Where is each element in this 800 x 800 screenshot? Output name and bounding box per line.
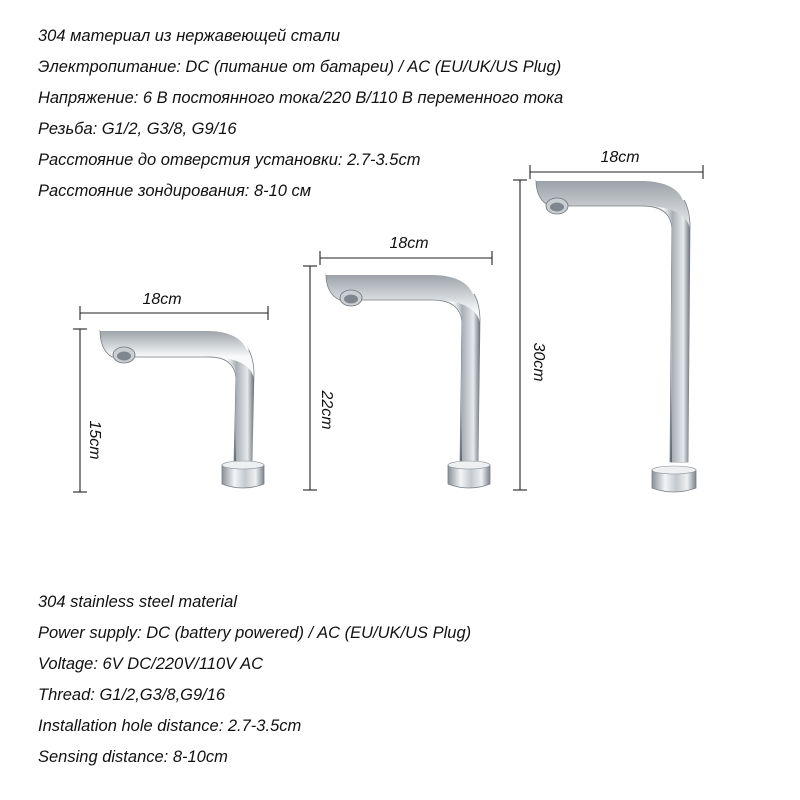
spec-thread-en: Thread: G1/2,G3/8,G9/16 [38, 686, 226, 704]
width-label-2: 18cm [389, 235, 429, 252]
width-dimension-3 [530, 149, 703, 179]
height-dimension-2 [303, 266, 335, 490]
height-label-3: 30cm [530, 342, 547, 382]
spec-material-ru: 304 материал из нержавеющей стали [38, 27, 341, 45]
faucet-short [73, 291, 268, 492]
faucet-tall [513, 149, 703, 492]
faucet-body-1 [100, 330, 264, 488]
height-label-1: 15cm [86, 420, 103, 460]
width-dimension-2 [320, 235, 492, 265]
width-label-1: 18cm [142, 291, 182, 308]
height-dimension-1 [73, 329, 103, 492]
spec-voltage-ru: Напряжение: 6 В постоянного тока/220 В/110 В переменного тока [38, 89, 564, 107]
spec-voltage-en: Voltage: 6V DC/220V/110V AC [38, 655, 264, 673]
spec-material-en: 304 stainless steel material [38, 593, 238, 611]
spec-thread-ru: Резьба: G1/2, G3/8, G9/16 [38, 120, 237, 138]
faucet-body-2 [326, 274, 490, 488]
spec-sensing-distance-ru: Расстояние зондирования: 8-10 см [38, 182, 312, 200]
spec-power-ru: Электропитание: DC (питание от батареи) / AC (EU/UK/US Plug) [38, 58, 562, 76]
spec-hole-distance-en: Installation hole distance: 2.7-3.5cm [38, 717, 302, 735]
width-dimension-1 [80, 291, 268, 320]
spec-power-en: Power supply: DC (battery powered) / AC (EU/UK/US Plug) [38, 624, 472, 642]
height-label-2: 22cm [318, 390, 335, 430]
spec-hole-distance-ru: Расстояние до отверстия установки: 2.7-3.5cm [38, 151, 421, 169]
spec-list-english [38, 587, 471, 773]
spec-sensing-distance-en: Sensing distance: 8-10cm [38, 748, 228, 766]
faucet-body-3 [536, 180, 696, 492]
faucet-medium [303, 235, 492, 490]
width-label-3: 18cm [600, 149, 640, 166]
height-dimension-3 [513, 180, 547, 490]
